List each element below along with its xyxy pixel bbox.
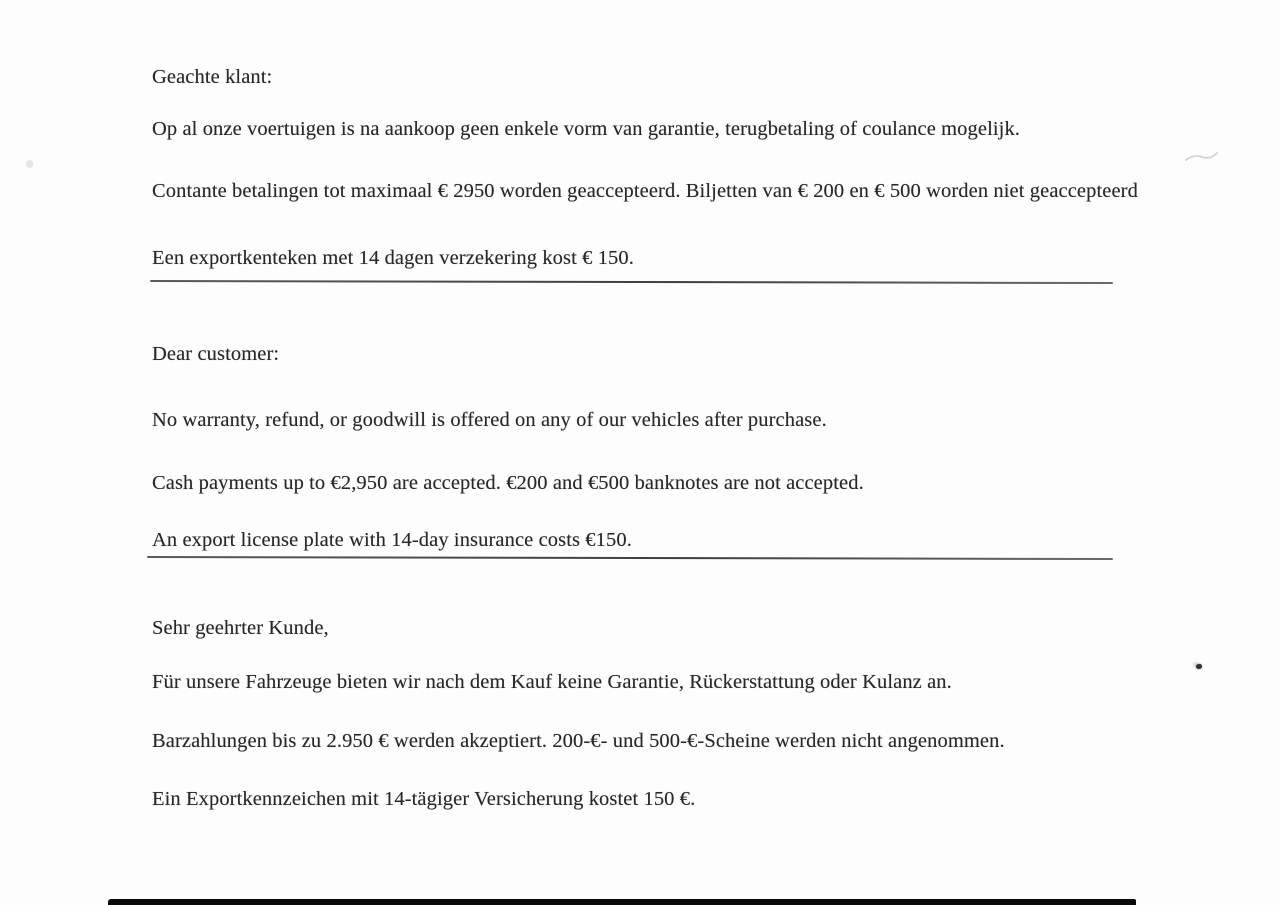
dutch-warranty-line: Op al onze voertuigen is na aankoop geen enkele vorm van garantie, terugbetaling of coulance mogelijk. [152, 117, 1021, 140]
dutch-export-line: Een exportkenteken met 14 dagen verzekering kost € 150. [152, 246, 634, 269]
english-warranty-line: No warranty, refund, or goodwill is offered on any of our vehicles after purchase. [152, 408, 827, 431]
scan-speck-faint [26, 160, 33, 168]
scan-speck-dark [1196, 664, 1202, 669]
pen-squiggle-mark [1185, 149, 1219, 165]
dutch-greeting: Geachte klant: [152, 65, 273, 88]
dutch-cash-line: Contante betalingen tot maximaal € 2950 worden geaccepteerd. Biljetten van € 200 en € 500 worden niet geaccepteerd [152, 179, 1138, 202]
section-divider-1 [150, 280, 1113, 284]
english-export-line: An export license plate with 14-day insurance costs €150. [152, 528, 632, 551]
scan-edge-artifact [108, 899, 1136, 905]
section-divider-2 [147, 556, 1113, 560]
german-export-line: Ein Exportkennzeichen mit 14-tägiger Versicherung kostet 150 €. [152, 787, 696, 810]
german-cash-line: Barzahlungen bis zu 2.950 € werden akzeptiert. 200-€- und 500-€-Scheine werden nicht angenommen. [152, 729, 1005, 752]
german-warranty-line: Für unsere Fahrzeuge bieten wir nach dem Kauf keine Garantie, Rückerstattung oder Kulanz an. [152, 670, 952, 693]
english-greeting: Dear customer: [152, 342, 280, 365]
german-greeting: Sehr geehrter Kunde, [152, 616, 329, 639]
english-cash-line: Cash payments up to €2,950 are accepted. €200 and €500 banknotes are not accepted. [152, 471, 864, 494]
